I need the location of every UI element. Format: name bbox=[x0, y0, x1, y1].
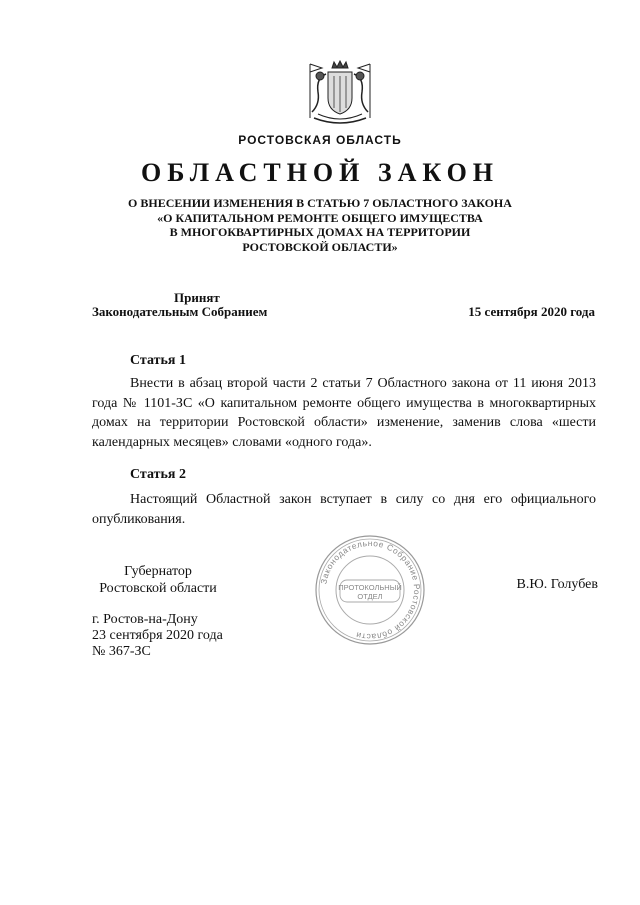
article-title: Статья 1 bbox=[130, 353, 186, 368]
law-title-line: «О КАПИТАЛЬНОМ РЕМОНТЕ ОБЩЕГО ИМУЩЕСТВА bbox=[157, 210, 483, 225]
issue-number: № 367-ЗС bbox=[92, 644, 151, 659]
adoption-date: 15 сентября 2020 года bbox=[468, 304, 595, 319]
law-title-line: О ВНЕСЕНИИ ИЗМЕНЕНИЯ В СТАТЬЮ 7 ОБЛАСТНОГО ЗАКОНА bbox=[128, 196, 512, 210]
law-title-line: В МНОГОКВАРТИРНЫХ ДОМАХ НА ТЕРРИТОРИИ bbox=[169, 225, 471, 239]
law-title-line: РОСТОВСКОЙ ОБЛАСТИ» bbox=[242, 239, 398, 254]
region-name: РОСТОВСКАЯ ОБЛАСТЬ bbox=[238, 133, 402, 147]
signatory-position-line: Губернатор bbox=[124, 564, 192, 579]
article-text: Внести в абзац второй части 2 статьи 7 Областного закона от 11 июня 2013 года № 1101-ЗС «О капитальном ремонте общего имущества в многоквартирных домах на территории Ростовской области» изменение, заменив слова «шести календарных месяцев» словами «одного года». bbox=[92, 376, 596, 450]
issue-details bbox=[92, 612, 223, 660]
stamp-center-line: ПРОТОКОЛЬНЫЙ bbox=[338, 583, 402, 592]
signatory-position-line: Ростовской области bbox=[99, 581, 217, 596]
article-text: Настоящий Областной закон вступает в силу со дня его официального опубликования. bbox=[92, 492, 596, 527]
law-title bbox=[0, 196, 640, 254]
signatory-position bbox=[92, 563, 224, 597]
signatory-name: В.Ю. Голубев bbox=[516, 577, 598, 592]
stamp-center-line: ОТДЕЛ bbox=[357, 592, 383, 601]
coat-of-arms-icon bbox=[298, 58, 382, 128]
official-stamp bbox=[314, 534, 426, 646]
adopted-by: Законодательным Собранием bbox=[92, 304, 268, 319]
stamp-ring-text: Законодательное Собрание Ростовской области bbox=[318, 537, 423, 643]
article-title: Статья 2 bbox=[130, 467, 186, 482]
document-type: ОБЛАСТНОЙ ЗАКОН bbox=[140, 158, 500, 187]
issue-city: г. Ростов-на-Дону bbox=[92, 612, 198, 627]
adopted-label: Принят bbox=[174, 290, 220, 305]
issue-date: 23 сентября 2020 года bbox=[92, 628, 223, 643]
